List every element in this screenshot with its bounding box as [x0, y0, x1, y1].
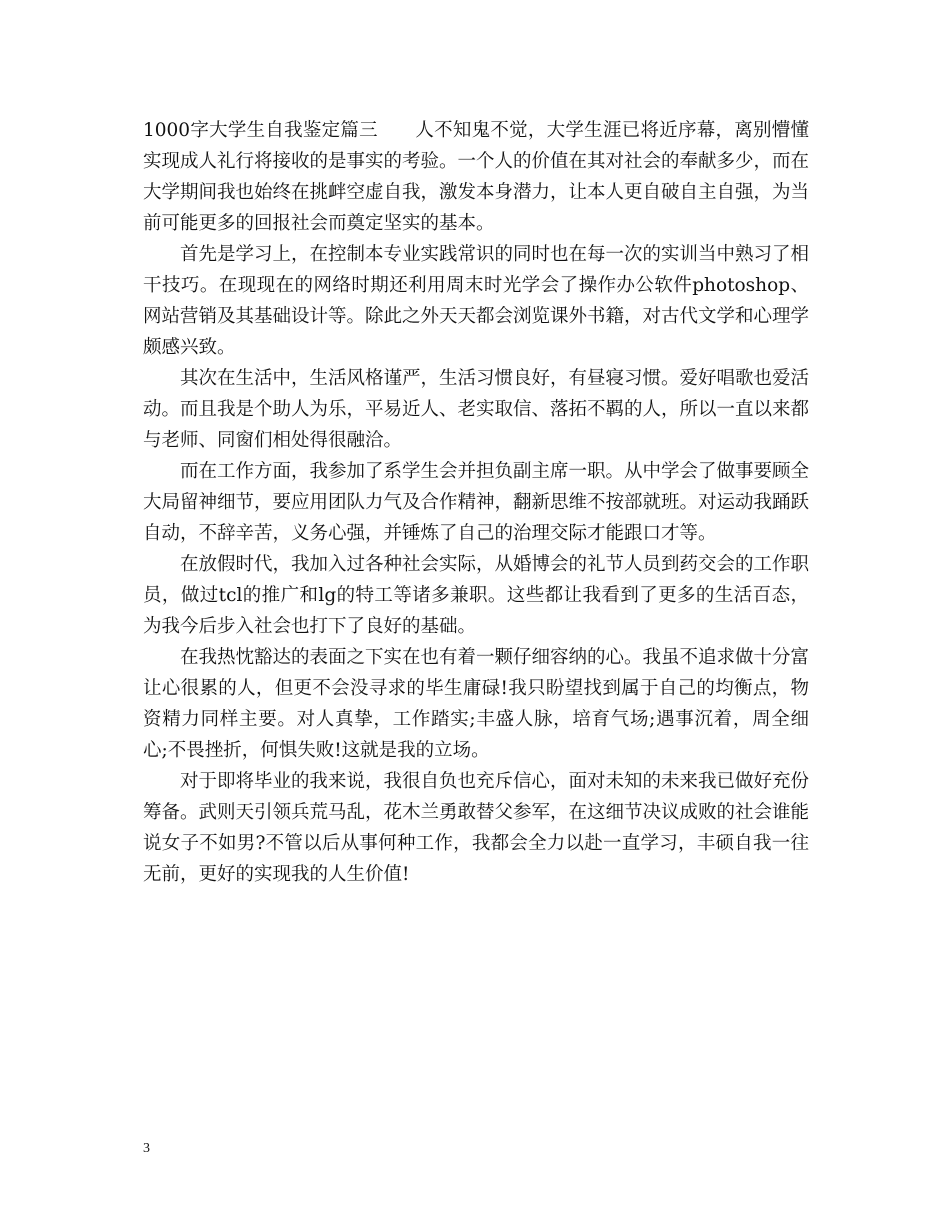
paragraph-study: 首先是学习上，在控制本专业实践常识的同时也在每一次的实训当中熟习了相干技巧。在现现在的网络时期还利用周末时光学会了操作办公软件photoshop、网站营销及其基础设计等。除此之外天天都会浏览课外书籍，对古代文学和心理学颇感兴致。 — [143, 244, 810, 358]
paragraph-life: 其次在生活中，生活风格谨严，生活习惯良好，有昼寝习惯。爱好唱歌也爱活动。而且我是个助人为乐，平易近人、老实取信、落拓不羁的人，所以一直以来都与老师、同窗们相处得很融洽。 — [143, 368, 810, 451]
paragraph-future: 对于即将毕业的我来说，我很自负也充斥信心，面对未知的未来我已做好充份筹备。武则天引领兵荒马乱，花木兰勇敢替父参军，在这细节决议成败的社会谁能说女子不如男?不管以后从事何种工作，我都会全力以赴一直学习，丰硕自我一往无前，更好的实现我的人生价值! — [143, 771, 810, 885]
paragraph-character: 在我热忱豁达的表面之下实在也有着一颗仔细容纳的心。我虽不追求做十分富让心很累的人，但更不会没寻求的毕生庸碌!我只盼望找到属于自己的均衡点，物资精力同样主要。对人真挚，工作踏实;丰盛人脉，培育气场;遇事沉着，周全细心;不畏挫折，何惧失败!这就是我的立场。 — [143, 647, 810, 761]
document-body — [143, 115, 809, 890]
page-number: 3 — [143, 1141, 150, 1156]
paragraph-work: 而在工作方面，我参加了系学生会并担负副主席一职。从中学会了做事要顾全大局留神细节，要应用团队力气及合作精神，翻新思维不按部就班。对运动我踊跃自动，不辞辛苦，义务心强，并锤炼了自己的治理交际才能跟口才等。 — [143, 461, 810, 544]
paragraph-intro: 1000字大学生自我鉴定篇三 人不知鬼不觉，大学生涯已将近序幕，离别懵懂实现成人礼行将接收的是事实的考验。一个人的价值在其对社会的奉献多少，而在大学期间我也始终在挑衅空虚自我，激发本身潜力，让本人更自破自主自强，为当前可能更多的回报社会而奠定坚实的基本。 — [143, 120, 810, 234]
paragraph-holiday: 在放假时代，我加入过各种社会实际，从婚博会的礼节人员到药交会的工作职员，做过tcl的推广和lg的特工等诸多兼职。这些都让我看到了更多的生活百态，为我今后步入社会也打下了良好的基础。 — [143, 554, 810, 637]
